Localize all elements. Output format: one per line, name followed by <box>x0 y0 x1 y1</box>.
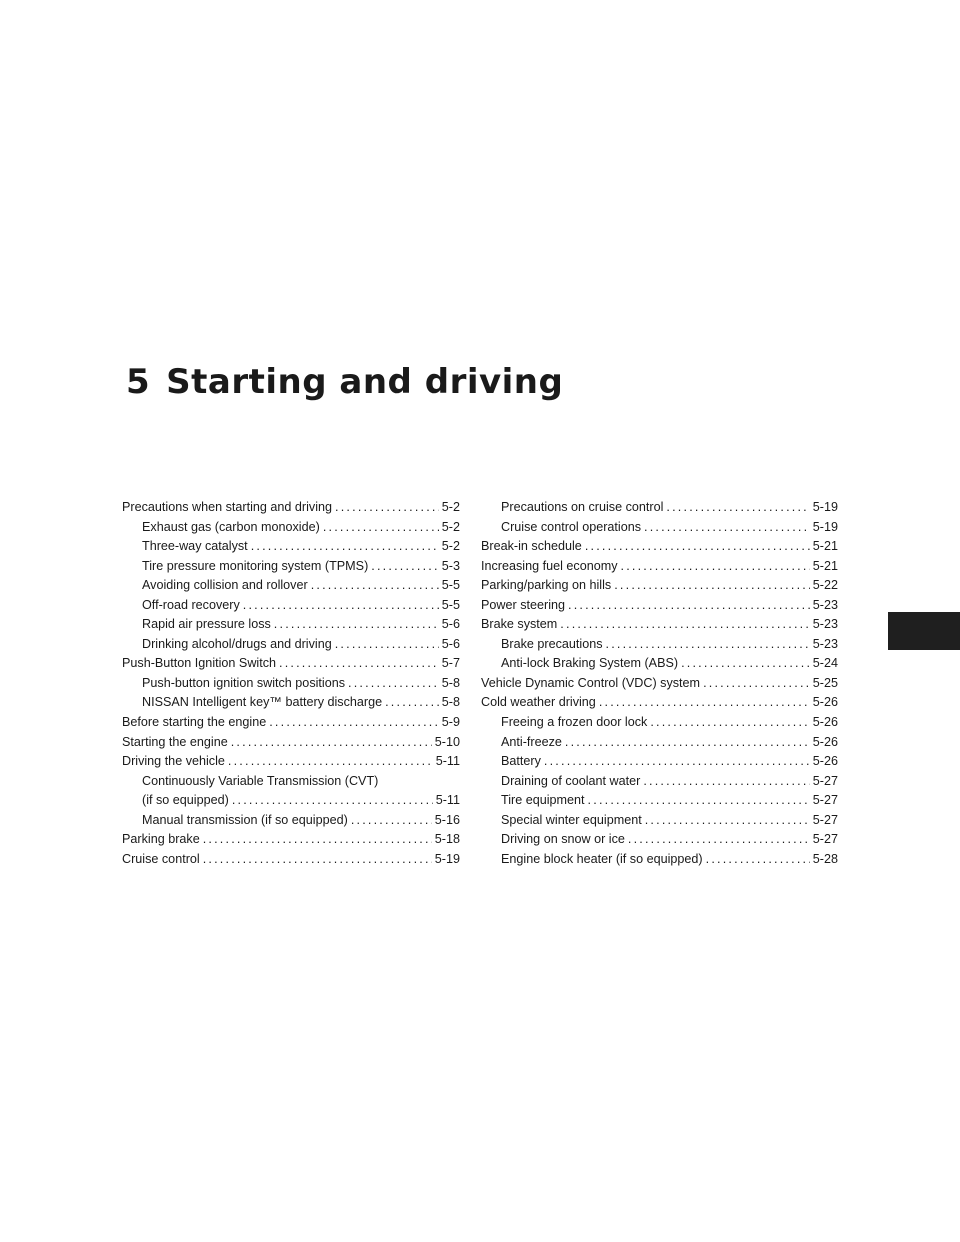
toc-leader-dots <box>203 830 432 850</box>
toc-entry-label: Cruise control operations <box>501 519 642 534</box>
toc-entry-page: 5-27 <box>812 832 838 847</box>
toc-entry-label: Before starting the engine <box>122 715 267 730</box>
toc-leader-dots <box>703 674 810 694</box>
toc-entry-starting-engine[interactable] <box>122 733 460 753</box>
toc-entry-exhaust-gas[interactable] <box>122 518 460 538</box>
toc-leader-dots <box>371 557 439 577</box>
toc-leader-dots <box>560 615 809 635</box>
toc-leader-dots <box>628 830 810 850</box>
toc-leader-dots <box>323 518 439 538</box>
toc-entry-label: Cruise control <box>122 851 200 866</box>
toc-entry-brake-system[interactable] <box>481 615 838 635</box>
toc-entry-label: Push-Button Ignition Switch <box>122 656 277 671</box>
toc-entry-label: Off-road recovery <box>142 597 240 612</box>
toc-entry-cvt[interactable] <box>122 772 460 811</box>
toc-leader-dots <box>606 635 810 655</box>
toc-leader-dots <box>621 557 810 577</box>
toc-entry-label: Precautions when starting and driving <box>122 500 333 514</box>
toc-entry-label: Three-way catalyst <box>142 539 248 554</box>
toc-entry-page: 5-10 <box>434 734 460 749</box>
toc-entry-page: 5-5 <box>441 597 460 612</box>
toc-entry-cruise-control-operations[interactable] <box>481 518 838 538</box>
toc-entry-page: 5-2 <box>441 539 460 554</box>
toc-entry-tpms[interactable] <box>122 557 460 577</box>
toc-leader-dots <box>568 596 810 616</box>
toc-entry-label: Rapid air pressure loss <box>142 617 271 632</box>
toc-entry-label: Battery <box>501 754 541 769</box>
toc-entry-page: 5-11 <box>435 793 460 808</box>
toc-entry-parking-brake[interactable] <box>122 830 460 850</box>
toc-entry-page: 5-28 <box>812 851 838 866</box>
toc-entry-page: 5-8 <box>441 675 460 690</box>
toc-entry-intelligent-key-battery[interactable] <box>122 693 460 713</box>
toc-entry-label: Break-in schedule <box>481 539 582 554</box>
toc-entry-parking-on-hills[interactable] <box>481 576 838 596</box>
toc-leader-dots <box>614 576 810 596</box>
toc-entry-page: 5-19 <box>434 851 460 866</box>
toc-entry-increasing-fuel-economy[interactable] <box>481 557 838 577</box>
toc-entry-page: 5-6 <box>441 617 460 632</box>
toc-entry-label: Exhaust gas (carbon monoxide) <box>142 519 320 534</box>
toc-leader-dots <box>243 596 439 616</box>
toc-entry-page: 5-27 <box>812 773 838 788</box>
toc-leader-dots <box>643 772 809 792</box>
toc-entry-label: Engine block heater (if so equipped) <box>501 851 703 866</box>
toc-entry-page: 5-18 <box>434 832 460 847</box>
toc-leader-dots <box>232 791 433 811</box>
toc-leader-dots <box>666 498 809 518</box>
toc-entry-label: Continuously Variable Transmission (CVT) <box>142 773 379 788</box>
toc-entry-before-starting-engine[interactable] <box>122 713 460 733</box>
toc-entry-driving-vehicle[interactable] <box>122 752 460 772</box>
toc-entry-label: Parking brake <box>122 832 200 847</box>
toc-entry-page: 5-23 <box>812 636 838 651</box>
toc-entry-page: 5-23 <box>812 597 838 612</box>
toc-entry-label: NISSAN Intelligent key™ battery discharge <box>142 695 383 710</box>
toc-entry-page: 5-26 <box>812 715 838 730</box>
toc-entry-page: 5-19 <box>812 519 838 534</box>
toc-leader-dots <box>279 654 439 674</box>
toc-leader-dots <box>681 654 810 674</box>
toc-leader-dots <box>274 615 439 635</box>
toc-entry-page: 5-6 <box>441 636 460 651</box>
toc-entry-draining-coolant[interactable] <box>481 772 838 792</box>
toc-leader-dots <box>565 733 810 753</box>
toc-leader-dots <box>588 791 810 811</box>
toc-entry-avoiding-collision[interactable] <box>122 576 460 596</box>
chapter-title <box>126 362 563 402</box>
toc-entry-label: Special winter equipment <box>501 812 642 827</box>
toc-entry-power-steering[interactable] <box>481 596 838 616</box>
toc-entry-page: 5-23 <box>812 617 838 632</box>
toc-entry-label: Precautions on cruise control <box>501 500 664 514</box>
toc-entry-special-winter-equipment[interactable] <box>481 811 838 831</box>
toc-entry-label: Vehicle Dynamic Control (VDC) system <box>481 675 701 690</box>
toc-entry-push-button-ignition[interactable] <box>122 654 460 674</box>
toc-entry-ignition-switch-positions[interactable] <box>122 674 460 694</box>
toc-entry-page: 5-3 <box>441 558 460 573</box>
toc-leader-dots <box>351 811 432 831</box>
toc-leader-dots <box>645 811 810 831</box>
toc-entry-page: 5-19 <box>812 500 838 514</box>
toc-entry-page: 5-27 <box>812 793 838 808</box>
toc-entry-battery[interactable] <box>481 752 838 772</box>
toc-leader-dots <box>650 713 809 733</box>
toc-entry-page: 5-26 <box>812 754 838 769</box>
toc-entry-label: Freeing a frozen door lock <box>501 715 648 730</box>
toc-entry-page: 5-21 <box>812 539 838 554</box>
toc-entry-label: Manual transmission (if so equipped) <box>142 812 348 827</box>
toc-entry-engine-block-heater[interactable] <box>481 850 838 870</box>
toc-leader-dots <box>203 850 432 870</box>
toc-leader-dots <box>231 733 432 753</box>
chapter-number: 5 <box>126 362 151 402</box>
toc-entry-page: 5-25 <box>812 675 838 690</box>
toc-entry-off-road-recovery[interactable] <box>122 596 460 616</box>
toc-entry-driving-snow-ice[interactable] <box>481 830 838 850</box>
toc-leader-dots <box>599 693 810 713</box>
toc-entry-label: Parking/parking on hills <box>481 578 612 593</box>
toc-entry-label: Tire pressure monitoring system (TPMS) <box>142 558 369 573</box>
toc-entry-abs[interactable] <box>481 654 838 674</box>
toc-right-column <box>481 498 838 869</box>
toc-entry-page: 5-2 <box>441 519 460 534</box>
toc-leader-dots <box>385 693 439 713</box>
toc-entry-page: 5-9 <box>441 715 460 730</box>
toc-entry-drinking-alcohol[interactable] <box>122 635 460 655</box>
toc-leader-dots <box>228 752 433 772</box>
toc-entry-page: 5-5 <box>441 578 460 593</box>
toc-entry-cold-weather-driving[interactable] <box>481 693 838 713</box>
toc-entry-page: 5-2 <box>441 500 460 514</box>
toc-leader-dots <box>335 635 439 655</box>
toc-entry-three-way-catalyst[interactable] <box>122 537 460 557</box>
toc-entry-precautions-cruise-control[interactable] <box>481 498 838 518</box>
toc-entry-page: 5-7 <box>441 656 460 671</box>
toc-entry-page: 5-24 <box>812 656 838 671</box>
toc-leader-dots <box>335 498 439 518</box>
toc-entry-label: Cold weather driving <box>481 695 596 710</box>
toc-entry-label: Driving on snow or ice <box>501 832 625 847</box>
toc-leader-dots <box>348 674 439 694</box>
toc-entry-precautions-starting-driving[interactable] <box>122 498 460 518</box>
toc-entry-label: Brake precautions <box>501 636 603 651</box>
toc-entry-label: Power steering <box>481 597 565 612</box>
toc-leader-dots <box>585 537 810 557</box>
toc-entry-page: 5-27 <box>812 812 838 827</box>
toc-entry-page: 5-16 <box>434 812 460 827</box>
toc-entry-manual-transmission[interactable] <box>122 811 460 831</box>
toc-entry-page: 5-21 <box>812 558 838 573</box>
toc-entry-page: 5-11 <box>435 754 460 769</box>
toc-entry-page: 5-22 <box>812 578 838 593</box>
toc-entry-line2 <box>142 791 460 811</box>
toc-leader-dots <box>311 576 439 596</box>
chapter-thumb-tab <box>888 612 960 650</box>
toc-entry-vdc-system[interactable] <box>481 674 838 694</box>
toc-entry-label: Drinking alcohol/drugs and driving <box>142 636 332 651</box>
toc-leader-dots <box>269 713 439 733</box>
toc-entry-label: Brake system <box>481 617 558 632</box>
toc-entry-brake-precautions[interactable] <box>481 635 838 655</box>
toc-entry-label: Push-button ignition switch positions <box>142 675 346 690</box>
toc-entry-label: Tire equipment <box>501 793 585 808</box>
toc-entry-anti-freeze[interactable] <box>481 733 838 753</box>
chapter-title-text: Starting and driving <box>166 362 564 402</box>
toc-entry-label: Avoiding collision and rollover <box>142 578 308 593</box>
toc-entry-label: Starting the engine <box>122 734 228 749</box>
toc-entry-tire-equipment[interactable] <box>481 791 838 811</box>
toc-entry-rapid-air-pressure-loss[interactable] <box>122 615 460 635</box>
toc-entry-label: Draining of coolant water <box>501 773 641 788</box>
toc-entry-frozen-door-lock[interactable] <box>481 713 838 733</box>
toc-entry-label: Anti-lock Braking System (ABS) <box>501 656 679 671</box>
toc-leader-dots <box>706 850 810 870</box>
toc-entry-label: Anti-freeze <box>501 734 562 749</box>
toc-left-column <box>122 498 460 869</box>
toc-entry-label: Driving the vehicle <box>122 754 225 769</box>
toc-entry-break-in-schedule[interactable] <box>481 537 838 557</box>
toc-entry-label-cont: (if so equipped) <box>142 793 229 808</box>
toc-entry-label: Increasing fuel economy <box>481 558 618 573</box>
toc-entry-page: 5-8 <box>441 695 460 710</box>
toc-leader-dots <box>251 537 439 557</box>
toc-leader-dots <box>544 752 810 772</box>
toc-entry-page: 5-26 <box>812 734 838 749</box>
toc-entry-cruise-control[interactable] <box>122 850 460 870</box>
toc-entry-page: 5-26 <box>812 695 838 710</box>
toc-leader-dots <box>644 518 810 538</box>
